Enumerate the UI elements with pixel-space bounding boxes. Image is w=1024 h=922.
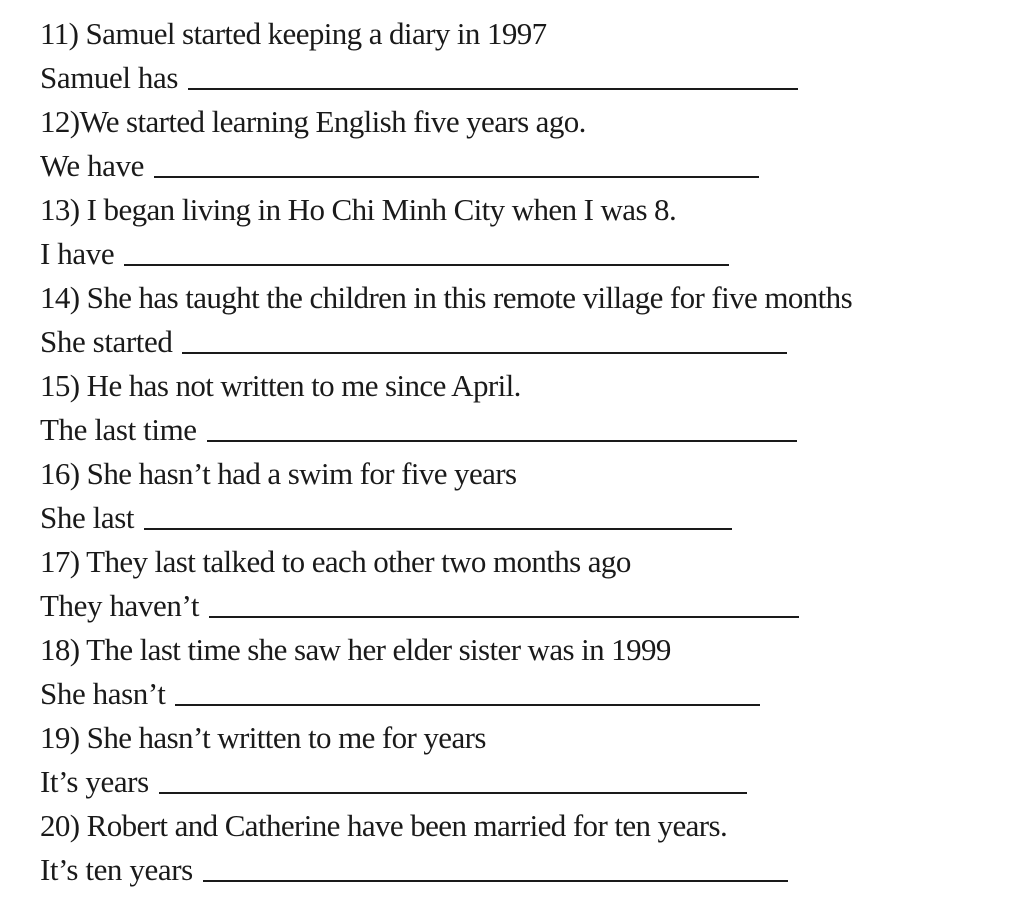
answer-starter: We have (40, 148, 145, 183)
answer-blank[interactable] (207, 414, 797, 442)
worksheet (40, 12, 1010, 892)
exercise-16 (40, 452, 1010, 540)
answer-blank[interactable] (154, 150, 759, 178)
answer-blank[interactable] (175, 678, 760, 706)
exercise-17 (40, 540, 1010, 628)
answer-blank[interactable] (144, 502, 732, 530)
exercise-prompt: 11) Samuel started keeping a diary in 1997 (40, 16, 547, 51)
exercise-15 (40, 364, 1010, 452)
answer-line (40, 408, 1010, 452)
answer-starter: It’s ten years (40, 852, 193, 887)
answer-line (40, 848, 1010, 892)
answer-starter: She started (40, 324, 173, 359)
answer-blank[interactable] (159, 766, 747, 794)
exercise-prompt: 13) I began living in Ho Chi Minh City when I was 8. (40, 192, 677, 227)
answer-blank[interactable] (203, 854, 788, 882)
answer-starter: She last (40, 500, 135, 535)
answer-starter: Samuel has (40, 60, 179, 95)
exercise-prompt: 17) They last talked to each other two months ago (40, 544, 631, 579)
exercise-prompt: 19) She hasn’t written to me for years (40, 720, 486, 755)
answer-blank[interactable] (124, 238, 729, 266)
exercise-19 (40, 716, 1010, 804)
exercise-prompt: 12)We started learning English five years ago. (40, 104, 586, 139)
exercise-13 (40, 188, 1010, 276)
answer-line (40, 496, 1010, 540)
answer-starter: I have (40, 236, 115, 271)
answer-line (40, 760, 1010, 804)
answer-starter: She hasn’t (40, 676, 166, 711)
answer-line (40, 232, 1010, 276)
answer-line (40, 584, 1010, 628)
answer-blank[interactable] (209, 590, 799, 618)
answer-line (40, 672, 1010, 716)
answer-line (40, 56, 1010, 100)
exercise-prompt: 16) She hasn’t had a swim for five years (40, 456, 517, 491)
exercise-prompt: 18) The last time she saw her elder sister was in 1999 (40, 632, 671, 667)
exercise-prompt: 14) She has taught the children in this remote village for five months (40, 280, 853, 315)
answer-blank[interactable] (182, 326, 787, 354)
exercise-11 (40, 12, 1010, 100)
exercise-18 (40, 628, 1010, 716)
exercise-prompt: 15) He has not written to me since April. (40, 368, 521, 403)
answer-starter: They haven’t (40, 588, 200, 623)
exercise-14 (40, 276, 1010, 364)
answer-blank[interactable] (188, 62, 798, 90)
answer-starter: The last time (40, 412, 197, 447)
exercise-20 (40, 804, 1010, 892)
exercise-prompt: 20) Robert and Catherine have been married for ten years. (40, 808, 728, 843)
exercise-12 (40, 100, 1010, 188)
answer-starter: It’s years (40, 764, 149, 799)
answer-line (40, 320, 1010, 364)
answer-line (40, 144, 1010, 188)
